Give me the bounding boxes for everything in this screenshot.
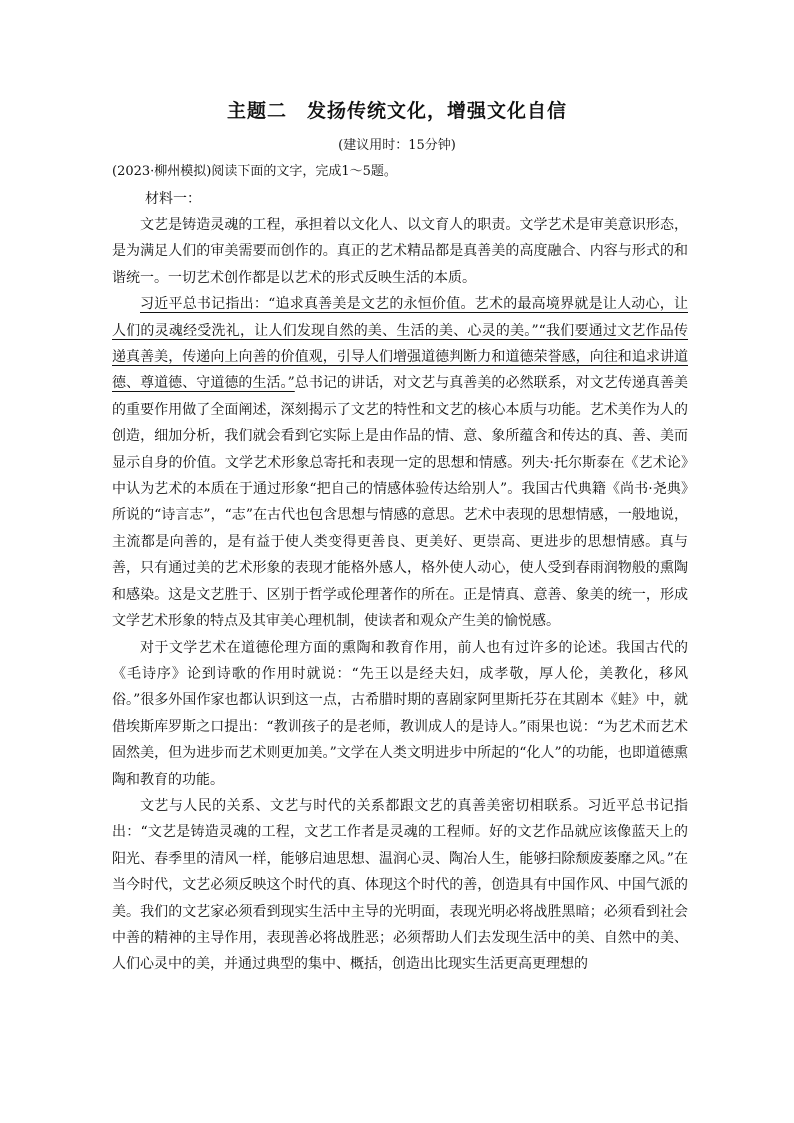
paragraph-2 xyxy=(112,291,688,634)
source-line: (2023·柳州模拟)阅读下面的文字，完成1～5题。 xyxy=(112,164,397,179)
paragraph-2-rest: 总书记的讲话，对文艺与真善美的必然联系，对文艺传递真善美的重要作用做了全面阐述，深刻揭示了文艺的特性和文艺的核心本质与功能。艺术美作为人的创造，细加分析，我们就会看到它实际上是由作品的情、意、象所蕴含和传达的真、善、美而显示自身的价值。文学艺术形象总寄托和表现一定的思想和情感。列夫·托尔斯泰在《艺术论》中认为艺术的本质在于通过形象“把自己的情感体验传达给别人”。我国古代典籍《尚书·尧典》所说的“诗言志”，“志”在古代也包含思想与情感的意思。艺术中表现的思想情感，一般地说，主流都是向善的，是有益于使人类变得更善良、更美好、更崇高、更进步的思想情感。真与善，只有通过美的艺术形象的表现才能格外感人，格外使人动心，使人受到春雨润物般的熏陶和感染。这是文艺胜于、区别于哲学或伦理著作的所在。正是情真、意善、象美的统一，形成文学艺术形象的特点及其审美心理机制，使读者和观众产生美的愉悦感。 xyxy=(112,375,688,630)
paragraph-3: 对于文学艺术在道德伦理方面的熏陶和教育作用，前人也有过许多的论述。我国古代的《毛诗序》论到诗歌的作用时就说：“先王以是经夫妇，成孝敬，厚人伦，美教化，移风俗。”很多外国作家也都认识到这一点，古希腊时期的喜剧家阿里斯托芬在其剧本《蛙》中，就借埃斯库罗斯之口提出：“教训孩子的是老师，教训成人的是诗人。”雨果也说：“为艺术而艺术固然美，但为进步而艺术则更加美。”文学在人类文明进步中所起的“化人”的功能，也即道德熏陶和教育的功能。 xyxy=(112,639,688,788)
paragraph-4: 文艺与人民的关系、文艺与时代的关系都跟文艺的真善美密切相联系。习近平总书记指出：“文艺是铸造灵魂的工程，文艺工作者是灵魂的工程师。好的文艺作品就应该像蓝天上的阳光、春季里的清风一样，能够启迪思想、温润心灵、陶冶人生，能够扫除颓废萎靡之风。”在当今时代，文艺必须反映这个时代的真、体现这个时代的善，创造具有中国作风、中国气派的美。我们的文艺家必须看到现实生活中主导的光明面，表现光明必将战胜黑暗；必须看到社会中善的精神的主导作用，表现善必将战胜恶；必须帮助人们去发现生活中的美、自然中的美、人们心灵中的美，并通过典型的集中、概括，创造出比现实生活更高更理想的 xyxy=(112,797,688,973)
material-label: 材料一： xyxy=(145,191,201,207)
page-title: 主题二 发扬传统文化，增强文化自信 xyxy=(226,100,567,122)
article-body xyxy=(112,212,688,978)
time-note: (建议用时：15分钟) xyxy=(338,138,456,153)
paragraph-1: 文艺是铸造灵魂的工程，承担着以文化人、以文育人的职责。文学艺术是审美意识形态，是为满足人们的审美需要而创作的。真正的艺术精品都是真善美的高度融合、内容与形式的和谐统一。一切艺术创作都是以艺术的形式反映生活的本质。 xyxy=(112,217,688,286)
underlined-quote: 习近平总书记指出：“追求真善美是文艺的永恒价值。艺术的最高境界就是让人动心，让人们的灵魂经受洗礼，让人们发现自然的美、生活的美、心灵的美。”“我们要通过文艺作品传递真善美，传递向上向善的价值观，引导人们增强道德判断力和道德荣誉感，向往和追求讲道德、尊道德、守道德的生活。” xyxy=(112,296,688,392)
